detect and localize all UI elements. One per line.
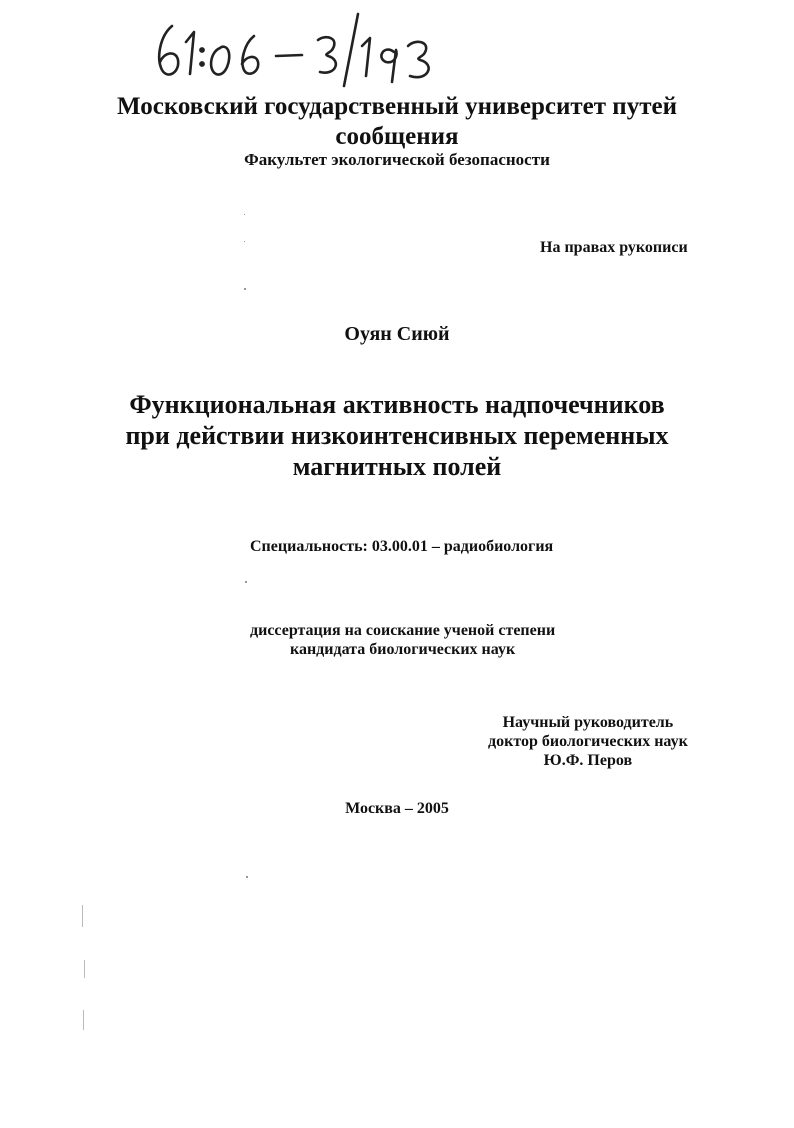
- scan-edge-mark: [84, 960, 85, 978]
- thesis-title-line3: магнитных полей: [292, 452, 502, 481]
- scan-edge-mark: [82, 905, 83, 927]
- supervisor-role: Научный руководитель: [502, 714, 674, 731]
- faculty-name: Факультет экологической безопасности: [244, 150, 550, 169]
- scan-edge-mark: [83, 1010, 84, 1030]
- specialty: Специальность: 03.00.01 – радиобиология: [250, 538, 554, 555]
- supervisor-block: [488, 713, 688, 770]
- scan-speck: [246, 876, 248, 878]
- supervisor-degree: доктор биологических наук: [488, 733, 688, 750]
- university-name: [0, 92, 794, 152]
- scan-speck: [244, 241, 245, 242]
- degree-statement: [250, 621, 555, 659]
- degree-line1: диссертация на соискание ученой степени: [250, 622, 556, 639]
- degree-line2: кандидата биологических наук: [289, 641, 516, 658]
- scan-speck: [244, 214, 245, 215]
- place-year: Москва – 2005: [345, 800, 449, 817]
- handwritten-archive-code: [150, 6, 450, 88]
- manuscript-note: На правах рукописи: [540, 239, 688, 256]
- thesis-title-line1: Функциональная активность надпочечников: [129, 390, 665, 419]
- scan-speck: [244, 288, 246, 290]
- thesis-title-line2: при действии низкоинтенсивных переменных: [125, 421, 669, 450]
- thesis-title: [0, 389, 794, 482]
- scan-speck: [245, 581, 247, 583]
- author-name: Оуян Сиюй: [344, 323, 450, 345]
- university-name-line2: сообщения: [335, 123, 459, 150]
- supervisor-name: Ю.Ф. Перов: [543, 752, 633, 769]
- university-name-line1: Московский государственный университет путей: [116, 93, 677, 120]
